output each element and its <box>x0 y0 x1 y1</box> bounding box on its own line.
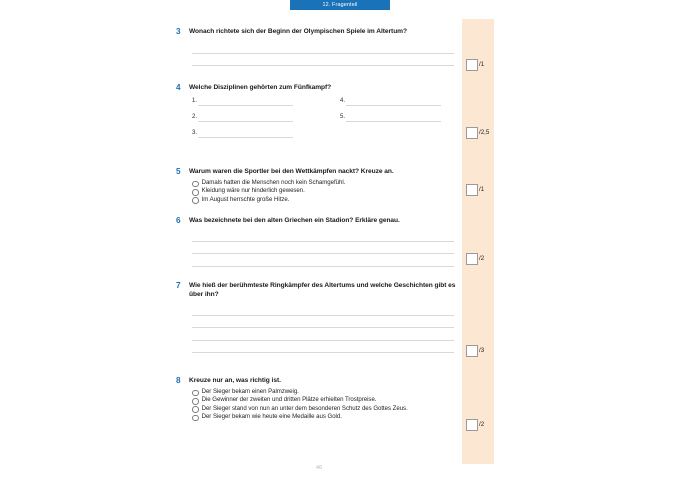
question-number: 4 <box>176 83 181 92</box>
radio-circle-icon[interactable] <box>192 406 199 413</box>
answer-lines[interactable] <box>192 303 454 353</box>
question-3 <box>176 27 462 37</box>
radio-circle-icon[interactable] <box>192 390 199 397</box>
question-text: Welche Disziplinen gehörten zum Fünfkampf? <box>189 84 332 91</box>
blank-label: 5. <box>340 114 346 120</box>
blank-label: 1. <box>192 98 198 104</box>
question-number: 8 <box>176 376 181 385</box>
option-label: Der Sieger stand von nun an unter dem besonderen Schutz des Gottes Zeus. <box>201 404 408 412</box>
option-label: Der Sieger bekam wie heute eine Medaille aus Gold. <box>201 413 342 421</box>
score-field[interactable] <box>466 253 484 265</box>
answer-line[interactable] <box>192 242 454 255</box>
score-input-box[interactable] <box>466 127 478 139</box>
numbered-blank-row[interactable] <box>340 113 441 122</box>
score-max: /3 <box>479 347 485 354</box>
blank-label: 3. <box>192 130 198 136</box>
answer-lines[interactable] <box>192 41 454 66</box>
radio-circle-icon[interactable] <box>192 181 199 188</box>
score-max: /2 <box>479 421 485 428</box>
radio-circle-icon[interactable] <box>192 415 199 422</box>
question-number: 7 <box>176 281 181 290</box>
answer-line[interactable] <box>192 254 454 267</box>
score-input-box[interactable] <box>466 419 478 431</box>
option-list <box>192 388 458 422</box>
blank-line[interactable] <box>198 97 293 106</box>
radio-circle-icon[interactable] <box>192 197 199 204</box>
question-text: Was bezeichnete bei den alten Griechen ein Stadion? Erkläre genau. <box>189 217 400 224</box>
answer-line[interactable] <box>192 229 454 242</box>
question-4 <box>176 83 462 93</box>
question-text: Warum waren die Sportler bei den Wettkämpfen nackt? Kreuze an. <box>189 168 394 175</box>
score-input-box[interactable] <box>466 184 478 196</box>
question-text: Kreuze nur an, was richtig ist. <box>189 377 281 384</box>
score-max: /1 <box>479 61 485 68</box>
option-item[interactable] <box>192 405 458 413</box>
page-number: 46 <box>315 465 323 471</box>
score-column <box>462 19 494 464</box>
option-label: Der Sieger bekam einen Palmzweig. <box>201 388 299 395</box>
question-number: 3 <box>176 27 181 36</box>
option-item[interactable] <box>192 187 458 195</box>
score-max: /1 <box>479 186 485 193</box>
option-list <box>192 179 458 204</box>
question-8 <box>176 376 462 386</box>
score-field[interactable] <box>466 345 484 357</box>
answer-line[interactable] <box>192 316 454 329</box>
answer-lines[interactable] <box>192 229 454 267</box>
answer-line[interactable] <box>192 41 454 54</box>
question-number: 6 <box>176 216 181 225</box>
numbered-blank-row[interactable] <box>192 113 293 122</box>
blank-line[interactable] <box>198 113 293 122</box>
blank-label: 2. <box>192 114 198 120</box>
option-item[interactable] <box>192 396 458 404</box>
option-item[interactable] <box>192 413 458 421</box>
option-item[interactable] <box>192 196 458 204</box>
tab-bar <box>0 0 680 11</box>
question-text: Wie hieß der berühmteste Ringkämpfer des Altertums und welche Geschichten gibt es über ihn? <box>189 282 456 299</box>
option-label: Im August herrschte große Hitze. <box>201 195 290 203</box>
answer-line[interactable] <box>192 328 454 341</box>
answer-line[interactable] <box>192 303 454 316</box>
score-max: /2,5 <box>479 129 490 136</box>
worksheet-sheet <box>176 13 494 478</box>
score-max: /2 <box>479 255 485 262</box>
question-5 <box>176 167 462 177</box>
blank-line[interactable] <box>346 113 441 122</box>
option-label: Die Gewinner der zweiten und dritten Plätze erhielten Trostpreise. <box>201 396 377 404</box>
score-field[interactable] <box>466 419 484 431</box>
questions-container <box>176 13 462 478</box>
answer-line[interactable] <box>192 341 454 354</box>
score-input-box[interactable] <box>466 253 478 265</box>
blank-line[interactable] <box>346 97 441 106</box>
numbered-blanks <box>192 97 458 137</box>
numbered-blank-row[interactable] <box>192 129 293 138</box>
option-item[interactable] <box>192 179 458 187</box>
option-label: Kleidung wäre nur hinderlich gewesen. <box>201 187 305 195</box>
tab-fragenteil[interactable]: 12. Fragenteil <box>290 0 390 10</box>
option-item[interactable] <box>192 388 458 396</box>
radio-circle-icon[interactable] <box>192 398 199 405</box>
blank-label: 4. <box>340 98 346 104</box>
score-input-box[interactable] <box>466 345 478 357</box>
score-field[interactable] <box>466 127 489 139</box>
numbered-blank-row[interactable] <box>340 97 441 106</box>
score-field[interactable] <box>466 59 484 71</box>
question-7 <box>176 281 462 300</box>
question-text: Wonach richtete sich der Beginn der Olympischen Spiele im Altertum? <box>189 28 407 35</box>
option-label: Damals hatten die Menschen noch kein Schamgefühl. <box>201 179 346 186</box>
score-field[interactable] <box>466 184 484 196</box>
radio-circle-icon[interactable] <box>192 189 199 196</box>
numbered-blank-row[interactable] <box>192 97 293 106</box>
blank-line[interactable] <box>198 129 293 138</box>
question-6 <box>176 216 462 226</box>
answer-line[interactable] <box>192 54 454 67</box>
question-number: 5 <box>176 167 181 176</box>
score-input-box[interactable] <box>466 59 478 71</box>
